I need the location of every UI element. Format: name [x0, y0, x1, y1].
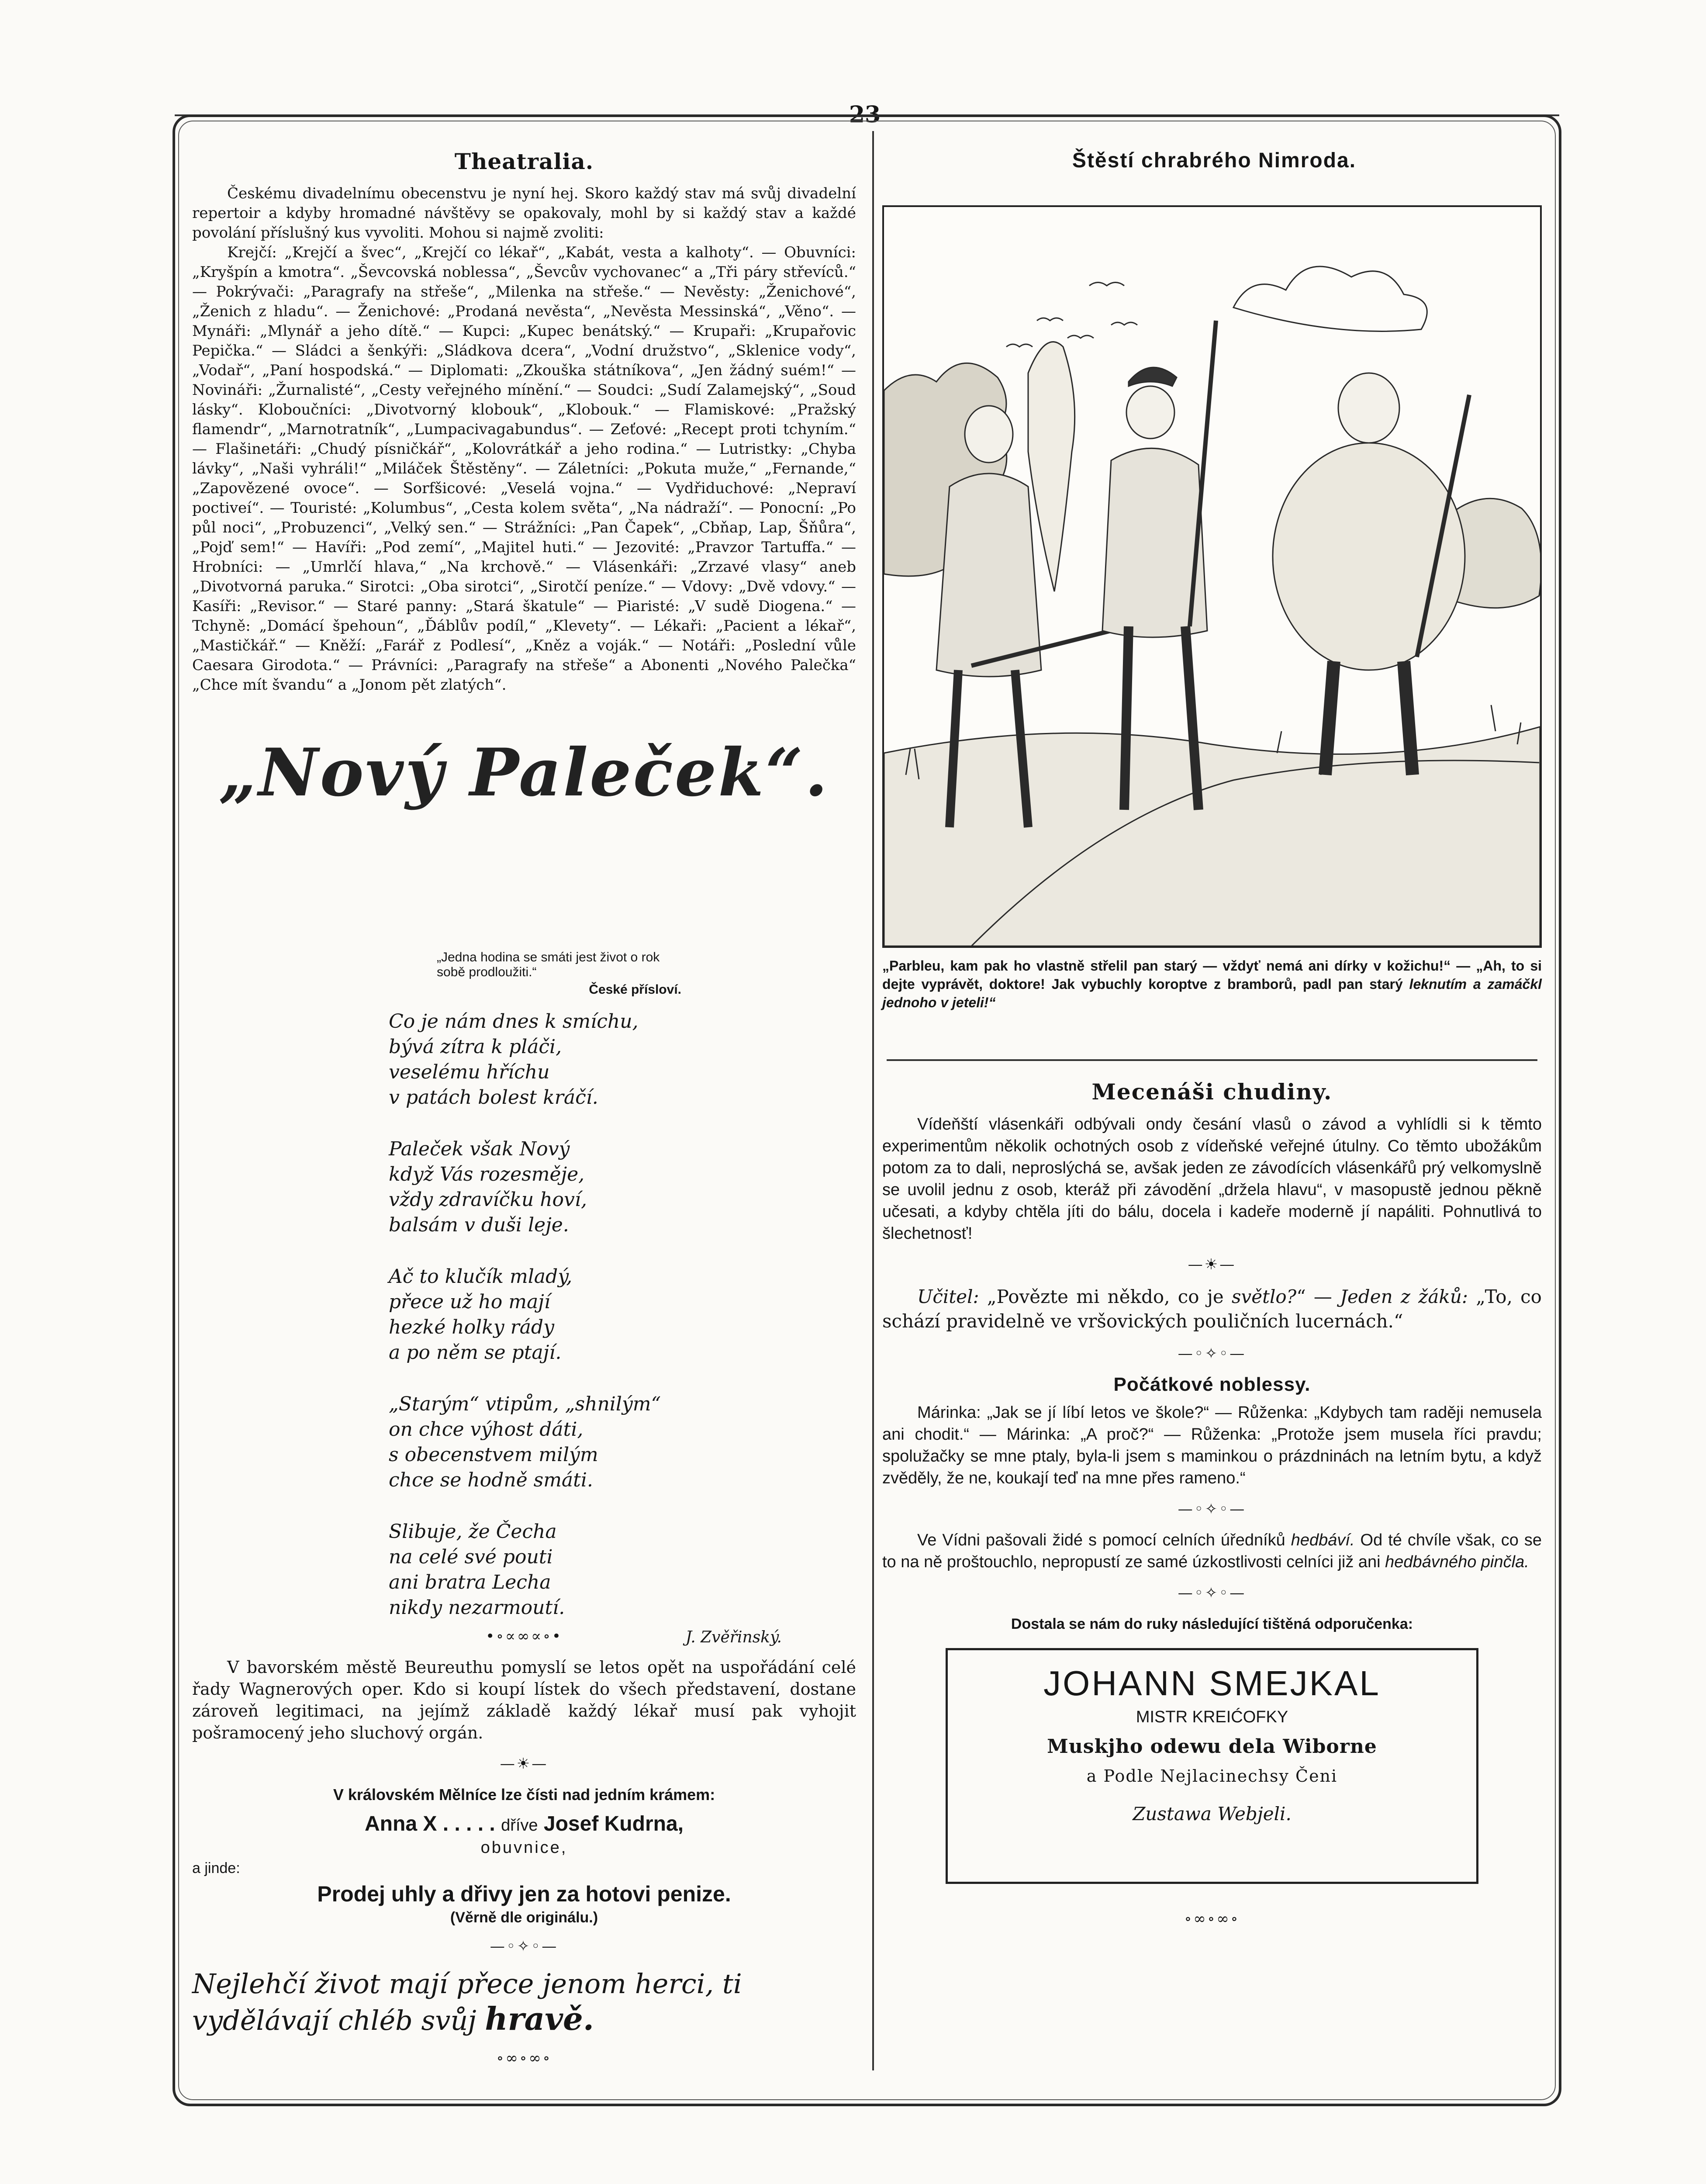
bird-shape	[1067, 335, 1094, 338]
fat-man-head	[1338, 373, 1399, 443]
viden-word1: hedbáví.	[1291, 1531, 1355, 1549]
poem-line: balsám v duši leje.	[389, 1214, 569, 1236]
poem-line: Ač to klučík mladý,	[389, 1265, 573, 1288]
cartoon-title: Štěstí chrabrého Nimroda.	[1072, 149, 1357, 172]
deer-shape	[1028, 342, 1075, 591]
poem-stanza	[389, 1009, 782, 1110]
poem-stanza	[389, 1519, 782, 1621]
left-lower	[192, 1616, 856, 2078]
poem-line: a po něm se ptají.	[389, 1341, 562, 1364]
masthead	[192, 734, 856, 822]
ground-shape	[884, 727, 1540, 946]
poem	[389, 1009, 782, 1650]
caption-text: „Parbleu, kam pak ho vlastně střelil pan starý — vždyť nemá ani dírky v kožichu!“ — „Ah, to si dejte vyprávět, doktore! Jak vybuchly koroptve z bramborů, padl pan starý	[882, 958, 1542, 992]
poem-line: Co je nám dnes k smíchu,	[389, 1010, 639, 1033]
ucitel-lead: Učitel:	[917, 1286, 979, 1307]
poem-line: vždy zdravíčku hoví,	[389, 1189, 587, 1211]
shop-sign-2: Prodej uhly a dřivy jen za hotovi penize.	[317, 1882, 731, 1906]
poem-stanza	[389, 1137, 782, 1238]
ornament-swirl: —◦✧◦—	[490, 1938, 559, 1955]
dostala-text: Dostala se nám do ruky následující tištěná odporučenka:	[1011, 1616, 1413, 1632]
bird-shape	[1111, 322, 1137, 325]
closing-joke	[192, 1966, 856, 2038]
elsewhere-label: a jinde:	[192, 1860, 240, 1876]
ucitel-answer: „To, co schází pravidelně ve vršovických pouličních lucernách.“	[882, 1286, 1542, 1332]
poem-line: bývá zítra k pláči,	[389, 1036, 562, 1058]
ornament-swirl: —◦✧◦—	[1178, 1345, 1247, 1362]
theatralia-article	[192, 184, 856, 695]
right-column-header	[882, 149, 1546, 173]
poem-line: když Vás rozesměje,	[389, 1163, 585, 1185]
ad-name: JOHANN SMEJKAL	[1043, 1664, 1381, 1703]
man-head	[1126, 386, 1174, 439]
right-body	[882, 1070, 1542, 1939]
theatralia-body: Krejčí: „Krejčí a švec“, „Krejčí co lékař“, „Kabát, vesta a kalhoty“. — Obuvníci: „Kryšpín a kmotra“. „Ševcovská noblessa“, „Ševcův vychovanec“ a „Tři páry střevíců.“ — Pokrývači: „Paragrafy na střeše“, „Milenka na střeše.“ — Nevěsty: „Ženichové“, „Ženich z hladu“. — Ženichové: „Prodaná nevěsta“, „Nevěsta Messinská“, „Věno“. — Mynáři: „Mlynář a jeho dítě.“ — Kupci: „Kupec benátský.“ — Krupaři: „Krupařovic Pepička.“ — Sládci a šenkýři: „Sládkova dcera“, „Vodní družstvo“, „Sklenice vody“, „Vodař“, „Paní hospodská.“ — Diplomati: „Zkouška státníkova“, „Jen žádný suém!“ — Novináři: „Žurnalisté“, „Cesty veřejného mínění.“ — Soudci: „Sudí Zalamejský“, „Soud lásky“. Kloboučníci: „Divotvorný klobouk“, „Klobouk.“ — Flamiskové: „Pražský flamendr“, „Marnotratník“, „Lumpacivagabundus“. — Zeťové: „Recept proti tchyním.“ — Flašinetáři: „Chudý písničkář“, „Kolovrátkář a jeho rodina.“ — Lutristky: „Chyba lávky“, „Naši vyhráli!“ „Miláček Štěstěny“. — Záletníci: „Pokuta muže,“ „Fernande,“ „Zapovězené ovoce“. — Sorfšicové: „Veselá vojna.“ — Vydřiduchové: „Nepraví poctiveí“. — Touristé: „Kolumbus“, „Cesta kolem světa“, „Na nádraží“. — Ponocní: „Po půl noci“, „Probuzenci“, „Velký sen.“ — Strážníci: „Pan Čapek“, „Cbňap, Lap, Šňůra“, „Pojď sem!“ — Havíři: „Pod zemí“, „Majitel huti.“ — Jezovité: „Pravzor Tartuffa.“ — Hrobníci: — „Umrlčí hlava,“ „Na krchově.“ — Vlásenkáři: „Zrzavé vlasy“ aneb „Divotvorná paruka.“ Sirotci: „Oba sirotci“, „Sirotčí peníze.“ — Vdovy: „Dvě vdovy.“ — Kasíři: „Revisor.“ — Staré panny: „Stará škatule“ — Piaristé: „V sudě Diogena.“ — Tchyně: „Domácí špehoun“, „Ďáblův podíl,“ „Klevety“. — Lékaři: „Pacient a lékař“, „Mastičkář.“ — Kněží: „Farář z Podlesí“, „Kněz a voják.“ — Notáři: „Poslední vůle Caesara Girodota.“ — Právníci: „Paragrafy na střeše“ a Abonenti „Nového Palečka“ „Chce mít švandu“ a „Jonom pět zlatých“.	[192, 244, 856, 694]
cartoon-illustration	[882, 205, 1542, 948]
man-cap	[1129, 367, 1177, 386]
masthead-title: „Nový Paleček“.	[219, 734, 829, 811]
caption-italic: leknutím a zamáčkl jednoho v jeteli!“	[882, 976, 1542, 1010]
poem-line: chce se hodně smáti.	[389, 1469, 593, 1491]
closing-word: hravě.	[485, 2000, 594, 2037]
viden-text2: Od té chvíle však, co se to na ně proštouchlo, nepropustí ze samé úzkostlivosti celníci již ani	[882, 1531, 1542, 1571]
poem-line: „Starým“ vtipům, „shnilým“	[389, 1393, 661, 1415]
motto-source: České přísloví.	[589, 982, 681, 997]
closing-text: Nejlehčí život mají přece jenom herci, ti vydělávají chléb svůj	[192, 1968, 742, 2036]
ad-line3: Muskjho odewu dela Wiborne	[1047, 1735, 1377, 1758]
hunting-scene-image	[884, 207, 1540, 946]
ornament-end: ∘∞∘∞∘	[1184, 1910, 1240, 1928]
ucitel-question-end: “ —	[1296, 1286, 1332, 1307]
motto-text: „Jedna hodina se smáti jest život o rok sobě prodloužiti.“	[437, 950, 660, 979]
shop-sign-mid: dříve	[501, 1816, 538, 1835]
ucitel-question-word: světlo?	[1231, 1286, 1297, 1307]
ornament-end: ∘∞∘∞∘	[496, 2049, 552, 2067]
mecenasi-title: Mecenáši chudiny.	[1091, 1079, 1333, 1105]
hunter-body	[936, 473, 1041, 677]
poem-line: on chce výhost dáti,	[389, 1418, 584, 1441]
pocatkove-text: Márinka: „Jak se jí líbí letos ve škole?“ — Růženka: „Kdybych tam raději nemusela ani chodit.“ — Márinka: „A proč?“ — Růženka: „Protože jsem musela říci pravdu; spolužačky se mne ptaly, byla-li jsem s maminkou o prázdninách na letním bytu, a když zvěděly, že ne, koukají teď na mne přes rameno.“	[882, 1403, 1542, 1487]
ucitel-joke	[882, 1285, 1542, 1334]
ornament-swirl: —◦✧◦—	[1178, 1584, 1247, 1602]
ornament-swirl: —◦✧◦—	[1178, 1500, 1247, 1518]
ucitel-lead2: Jeden z žáků:	[1340, 1286, 1468, 1307]
bird-shape	[1006, 344, 1033, 347]
section-rule	[887, 1059, 1537, 1061]
poem-line: ani bratra Lecha	[389, 1571, 551, 1593]
ad-line5: Zustawa Webjeli.	[1133, 1803, 1292, 1825]
ucitel-question: „Povězte mi někdo, co je	[987, 1286, 1224, 1307]
shop-sign-1	[192, 1812, 856, 1836]
poem-line: nikdy nezarmoutí.	[389, 1597, 565, 1619]
poem-line: Paleček však Nový	[389, 1138, 570, 1160]
ad-trade: MISTR KREIĆOFKY	[1136, 1708, 1288, 1726]
poem-line: s obecenstvem milým	[389, 1444, 598, 1466]
poem-line: v patách bolest kráčí.	[389, 1086, 598, 1109]
mecenasi-text: Vídeňští vlásenkáři odbývali ondy česání vlasů o závod a vyhlídli si k těmto experimentům několik ochotných osob z vídeňské veřejné útulny. Co těmto ubožákům potom za to dali, neproslýchá se, avšak jeden ze závodících vlásenkářů prý velkomyslně se uvolil jednu z osob, kteráž při závodění „držela hlavu“, v masopustě jednou pěkně učesati, a kdyby chtěla jíti do bálu, docela i kadeře moderně jí napáliti. Pohnutlivá to šlechetnosť!	[882, 1115, 1542, 1243]
theatralia-title: Theatralia.	[454, 149, 594, 174]
ornament-chain: •∘∝∞∝∘•	[486, 1628, 563, 1645]
column-divider	[872, 131, 874, 2070]
poem-line: na celé své pouti	[389, 1546, 553, 1568]
poem-line: přece už ho mají	[389, 1291, 550, 1313]
viden-word2: hedbávného pinčla.	[1385, 1553, 1529, 1571]
ad-line4: a Podle Nejlacinechsy Čeni	[1086, 1766, 1338, 1786]
shop-sign-name: Anna X . . . . .	[365, 1812, 495, 1835]
motto	[437, 950, 681, 997]
poem-line: Slibuje, že Čecha	[389, 1521, 557, 1543]
theatralia-intro: Českému divadelnímu obecenstvu je nyní hej. Skoro každý stav má svůj divadelní repertoir a kdyby hromadné návštěvy se opakovaly, mohl by si každý stav a každé povolání příslušný kus vyvoliti. Mohou si najmě zvoliti:	[192, 185, 856, 242]
poem-line: hezké holky rády	[389, 1316, 554, 1338]
cloud-shape	[1233, 266, 1427, 331]
bird-shape	[1037, 318, 1063, 321]
ornament-dash: —☀—	[1188, 1256, 1236, 1273]
ornament-dash: —☀—	[500, 1755, 549, 1773]
original-note: (Věrně dle originálu.)	[450, 1909, 598, 1926]
poem-author: J. Zvěřinský.	[685, 1628, 782, 1646]
poem-stanza	[389, 1264, 782, 1365]
poem-line: veselému hříchu	[389, 1061, 550, 1083]
cartoon-caption	[882, 957, 1542, 1012]
viden-article	[882, 1529, 1542, 1573]
pocatkove-title: Počátkové noblessy.	[1113, 1374, 1311, 1395]
page-number: 23	[849, 101, 881, 128]
poem-stanza	[389, 1392, 782, 1493]
hunter-head	[965, 406, 1013, 463]
shop-sign-trade: obuvnice,	[480, 1838, 568, 1857]
melnik-intro: V královském Mělníce lze čísti nad jedním krámem:	[333, 1786, 715, 1804]
bayreuth-article: V bavorském městě Beureuthu pomyslí se letos opět na uspořádání celé řady Wagnerových oper. Kdo si koupí lístek do všech představení, dostane zároveň legitimaci, na jejímž základě každý lékař musí pak vyhojit pošramocený jeho sluchový orgán.	[192, 1658, 856, 1742]
business-card-ad	[946, 1648, 1478, 1884]
viden-text1: Ve Vídni pašovali židé s pomocí celních úředníků	[917, 1531, 1285, 1549]
left-column	[192, 149, 856, 822]
bird-shape	[1089, 283, 1124, 286]
shop-sign-name2: Josef Kudrna,	[543, 1812, 684, 1835]
